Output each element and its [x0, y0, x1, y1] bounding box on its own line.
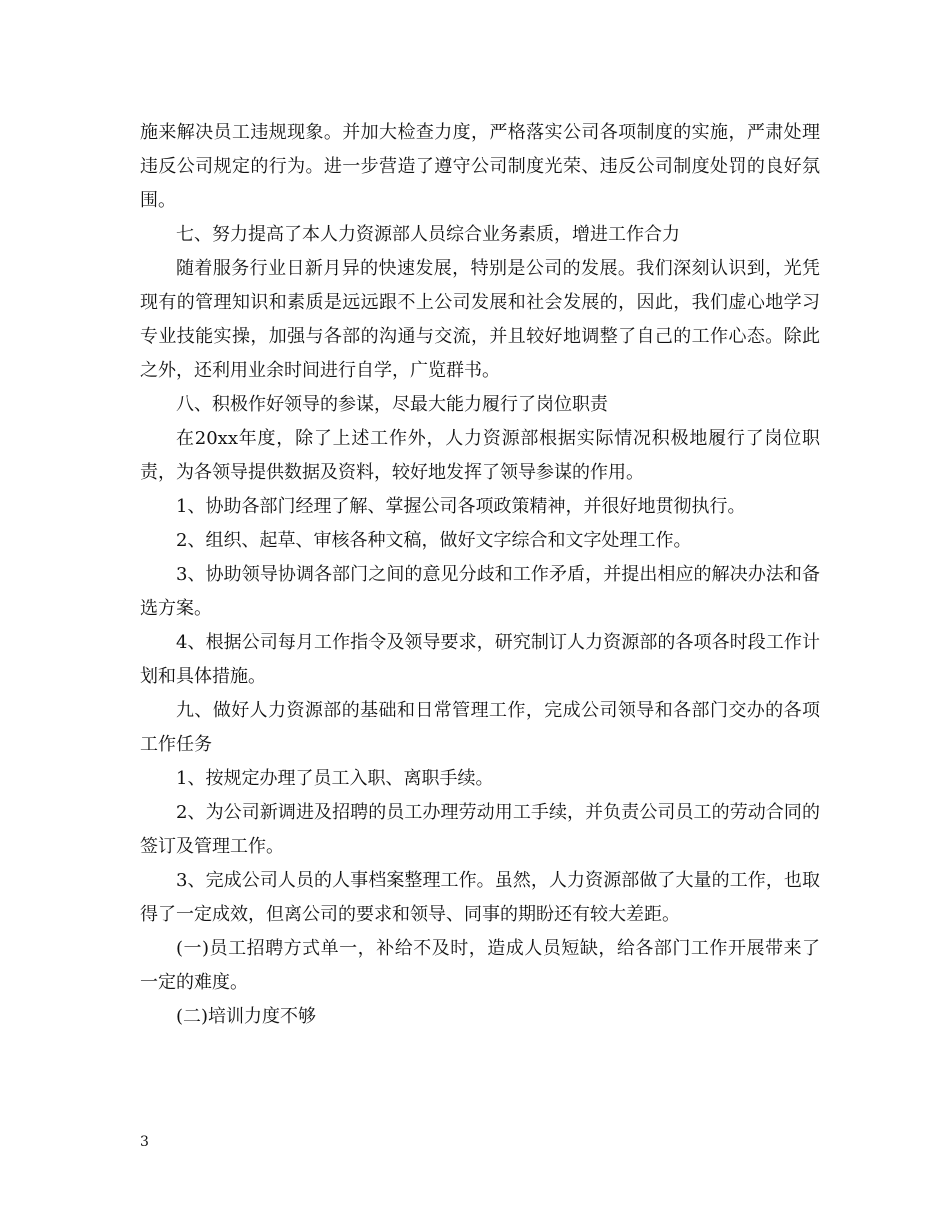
list-item-4: 4、根据公司每月工作指令及领导要求，研究制订人力资源部的各项各时段工作计划和具体措施。: [140, 632, 820, 687]
document-body: [140, 116, 820, 1034]
list-item-7: 3、完成公司人员的人事档案整理工作。虽然，人力资源部做了大量的工作，也取得了一定成效，但离公司的要求和领导、同事的期盼还有较大差距。: [140, 870, 820, 925]
page-number: 3: [140, 1134, 149, 1150]
paragraph-2: 随着服务行业日新月异的快速发展，特别是公司的发展。我们深刻认识到，光凭现有的管理知识和素质是远远跟不上公司发展和社会发展的，因此，我们虚心地学习专业技能实操，加强与各部的沟通与交流，并且较好地调整了自己的工作心态。除此之外，还利用业余时间进行自学，广览群书。: [140, 258, 820, 381]
list-item-1: 1、协助各部门经理了解、掌握公司各项政策精神，并很好地贯彻执行。: [176, 496, 746, 517]
list-item-2: 2、组织、起草、审核各种文稿，做好文字综合和文字处理工作。: [176, 530, 692, 551]
subitem-2: (二)培训力度不够: [176, 1006, 317, 1027]
subitem-1: (一)员工招聘方式单一，补给不及时，造成人员短缺，给各部门工作开展带来了一定的难度。: [140, 938, 820, 993]
list-item-5: 1、按规定办理了员工入职、离职手续。: [176, 768, 494, 789]
section-heading-8: 八、积极作好领导的参谋，尽最大能力履行了岗位职责: [176, 394, 608, 415]
section-heading-7: 七、努力提高了本人力资源部人员综合业务素质，增进工作合力: [176, 224, 680, 245]
list-item-6: 2、为公司新调进及招聘的员工办理劳动用工手续，并负责公司员工的劳动合同的签订及管理工作。: [140, 802, 820, 857]
paragraph-1: 施来解决员工违规现象。并加大检查力度，严格落实公司各项制度的实施，严肃处理违反公司规定的行为。进一步营造了遵守公司制度光荣、违反公司制度处罚的良好氛围。: [140, 122, 820, 211]
section-heading-9: 九、做好人力资源部的基础和日常管理工作，完成公司领导和各部门交办的各项工作任务: [140, 700, 820, 755]
list-item-3: 3、协助领导协调各部门之间的意见分歧和工作矛盾，并提出相应的解决办法和备选方案。: [140, 564, 820, 619]
paragraph-3: 在20xx年度，除了上述工作外，人力资源部根据实际情况积极地履行了岗位职责，为各领导提供数据及资料，较好地发挥了领导参谋的作用。: [140, 428, 820, 483]
